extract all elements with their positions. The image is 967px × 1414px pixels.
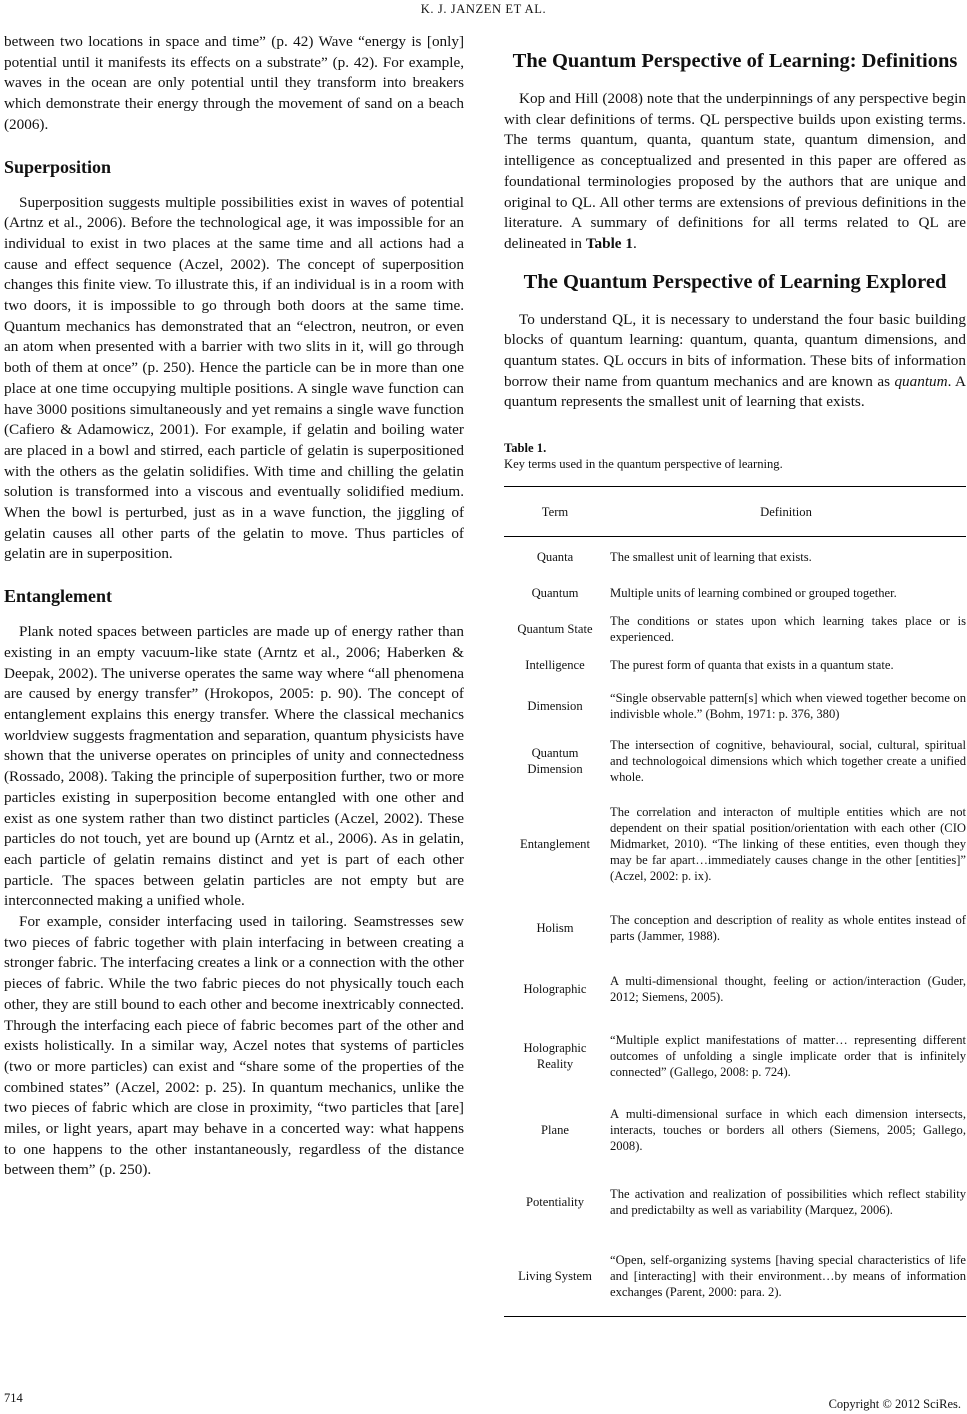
explored-emphasis: quantum	[894, 372, 948, 390]
running-head: K. J. JANZEN ET AL.	[420, 2, 547, 16]
intro-paragraph: between two locations in space and time” (p. 42) Wave “energy is [only] potential until it manifests its effects on a substrate” (p. 42). For example, waves in the ocean are only potential until they transform into breakers which demonstrate their energy through the movement of sand on a beach (2006).	[4, 33, 464, 133]
column-header-term: Term	[504, 487, 606, 537]
definition-cell: The conception and description of reality as whole entites instead of parts (Jammer, 1988).	[610, 912, 966, 943]
definition-cell: A multi-dimensional thought, feeling or action/interaction (Guder, 2012; Siemens, 2005).	[610, 973, 966, 1004]
copyright-notice: Copyright © 2012 SciRes.	[828, 1397, 961, 1411]
definition-cell: The activation and realization of possibilities which reflect stability and predictabilty as well as variability (Marquez, 2006).	[610, 1186, 966, 1217]
definitions-title: The Quantum Perspective of Learning: Definitions	[512, 50, 958, 72]
definition-cell: The correlation and interacton of multiple entities which are not dependent on their spatial position/orientation with each other (CIO Midmarket, 2010). “The linking of these entities, even though they may be far apart…immediately causes change in the other [entities]” (Aczel, 2002: p. ix).	[610, 804, 966, 883]
column-header-definition: Definition	[606, 487, 966, 537]
table-row	[504, 609, 966, 649]
table-reference: Table 1	[585, 234, 633, 252]
table-header-row	[504, 487, 966, 537]
superposition-paragraph: Superposition suggests multiple possibilities exist in waves of potential (Artnz et al., 2006). Before the technological age, it was impossible for an individual to exist in two places at the same time and all actions had a cause and effect sequence (Aczel, 2002). The concept of superposition changes this finite view. To illustrate this, if an individual is in a room with two doors, it is impossible to go through both doors at the same time. Quantum mechanics has demonstrated that an “electron, neutron, or even an atom when presented with a barrier with two slits in it, will go through both of them at once” (p. 250). Hence the particle can be in more than one place at one time occupying multiple positions. A single wave function can have 3000 positions simultaneously and yet remains a single wave function (Cafiero & Adamowicz, 2001). For example, if gelatin and boiling water are placed in a bowl and stirred, each particle of gelatin is superpositioned with the others as the gelatin solidifies. With time and chilling the gelatin solution is transformed into a viscous and eventually solidified medium. When the bowl is perturbed, just as in a wave function, the jiggling of gelatin causes all other parts of the gelatin to move. Thus particles of gelatin are in superposition.	[4, 193, 464, 563]
definition-cell: “Open, self-organizing systems [having special characteristics of life and [interacting] with their environment…by means of information exchanges (Parent, 2000: para. 2).	[606, 1237, 966, 1317]
page-number: 714	[4, 1391, 23, 1405]
table-row	[504, 537, 966, 577]
definition-cell: Multiple units of learning combined or grouped together.	[610, 585, 897, 600]
definition-cell: The conditions or states upon which learning takes place or is experienced.	[610, 613, 966, 644]
entanglement-paragraph-2: For example, consider interfacing used in tailoring. Seamstresses sew two pieces of fabric together with plain interfacing in between creating a stronger fabric. The interfacing creates a link or a connection with the other pieces of fabric. While the two fabric pieces do not physically touch each other, they are still bound to each other and become inextricably connected. Through the interfacing each piece of fabric becomes part of the other and exists holistically. In a similar way, Aczel notes that systems of particles (two or more particles) can exist and “share some of the properties of the combined states” (Aczel, 2002: p. 25). In quantum mechanics, unlike the two pieces of fabric which are close in proximity, “two particles that [are] miles, or light years, apart may behave in a concerted way: what happens to one happens to the other instantaneously, regardless of the distance between them” (p. 250).	[4, 913, 464, 1179]
term-cell: Holographic	[523, 981, 587, 996]
definitions-text: Kop and Hill (2008) note that the underpinnings of any perspective begin with clear definitions of terms. QL perspective builds upon existing terms. The terms quantum, quanta, quantum state, quantum dimension, and intelligence as conceptualized and presented in this paper are offered as foundational terminologies proposed by the authors that are unique and original to QL. All other terms are extensions of previous definitions in the literature. A summary of definitions for all terms related to QL are delineated in	[504, 90, 966, 252]
definition-cell: The intersection of cognitive, behavioural, social, cultural, spiritual and technologoical dimensions which which together create a unified whole.	[610, 737, 966, 784]
table-row	[504, 1237, 966, 1317]
table-row	[504, 731, 966, 791]
term-cell: Quanta	[536, 549, 574, 564]
key-terms-table	[504, 486, 966, 1317]
table-caption	[504, 440, 966, 472]
table-row	[504, 1167, 966, 1237]
term-cell: Plane	[541, 1122, 569, 1137]
explored-paragraph	[504, 310, 966, 414]
right-column	[504, 50, 966, 1317]
term-cell: Holographic Reality	[523, 1040, 587, 1071]
definition-cell: The smallest unit of learning that exists.	[610, 549, 812, 564]
table-label: Table 1.	[504, 441, 547, 456]
term-cell: Potentiality	[525, 1194, 585, 1209]
table-row	[504, 791, 966, 897]
definition-cell: A multi-dimensional surface in which each dimension intersects, interacts, touches or borders all others (Siemens, 2005; Gallego, 2008).	[610, 1106, 966, 1153]
table-row	[504, 959, 966, 1019]
explored-text-end: . A quantum represents the smallest unit of learning that exists.	[504, 372, 966, 411]
term-cell: Quantum State	[517, 621, 593, 636]
term-cell: Dimension	[527, 698, 583, 713]
definition-cell: The purest form of quanta that exists in a quantum state.	[610, 657, 894, 672]
table-caption-text: Key terms used in the quantum perspective of learning.	[504, 457, 783, 472]
table-row	[504, 897, 966, 959]
definitions-paragraph	[504, 89, 966, 255]
explored-text: To understand QL, it is necessary to understand the four basic building blocks of quantum learning: quantum, quanta, quantum dimensions, and quantum states. QL occurs in bits of information. These bits of information borrow their name from quantum mechanics and are known as	[504, 310, 966, 390]
table-row	[504, 1093, 966, 1167]
term-cell: Quantum Dimension	[527, 745, 583, 776]
explored-title: The Quantum Perspective of Learning Explored	[523, 270, 947, 293]
definition-cell: “Multiple explict manifestations of matter… representing different outcomes of unfolding a single implicate order that is infinitely connected” (Gallego, 2008: p. 724).	[610, 1032, 966, 1079]
definition-cell: “Single observable pattern[s] which when viewed together become on indivisble whole.” (Bohm, 1971: p. 376, 380)	[610, 690, 966, 721]
term-cell: Entanglement	[520, 836, 590, 851]
left-column	[4, 32, 464, 1181]
term-cell: Intelligence	[525, 657, 585, 672]
entanglement-paragraph-1: Plank noted spaces between particles are made up of energy rather than existing in an empty vacuum-like state (Arntz et al., 2006; Haberken & Deepak, 2002). The universe operates the same way where “all phenomena are caused by energy transfer” (Hrokopos, 2005: p. 90). The concept of entanglement explains this energy transfer. Where the classical mechanics worldview suggests fragmentation and separation, quantum physicists have shown that the universe operates on principles of unity and connectedness (Rossado, 2008). Taking the principle of superposition further, two or more particles existing in superposition become entangled with one other and exist as one system rather than two distinct particles (Aczel, 2002). These particles do not touch, yet are bound up (Arntz et al., 2006). As in gelatin, each particle of gelatin remains distinct and yet is part of each other particle. The spaces between gelatin particles are not empty but are interconnected making a unified whole.	[4, 623, 464, 910]
table-row	[504, 577, 966, 609]
table-row	[504, 649, 966, 681]
term-cell: Quantum	[531, 585, 579, 600]
table-row	[504, 1019, 966, 1093]
term-cell: Living System	[504, 1237, 606, 1317]
superposition-heading: Superposition	[4, 156, 112, 177]
definitions-text-end: .	[632, 234, 637, 252]
term-cell: Holism	[536, 920, 574, 935]
table-row	[504, 681, 966, 731]
entanglement-heading: Entanglement	[4, 586, 112, 607]
